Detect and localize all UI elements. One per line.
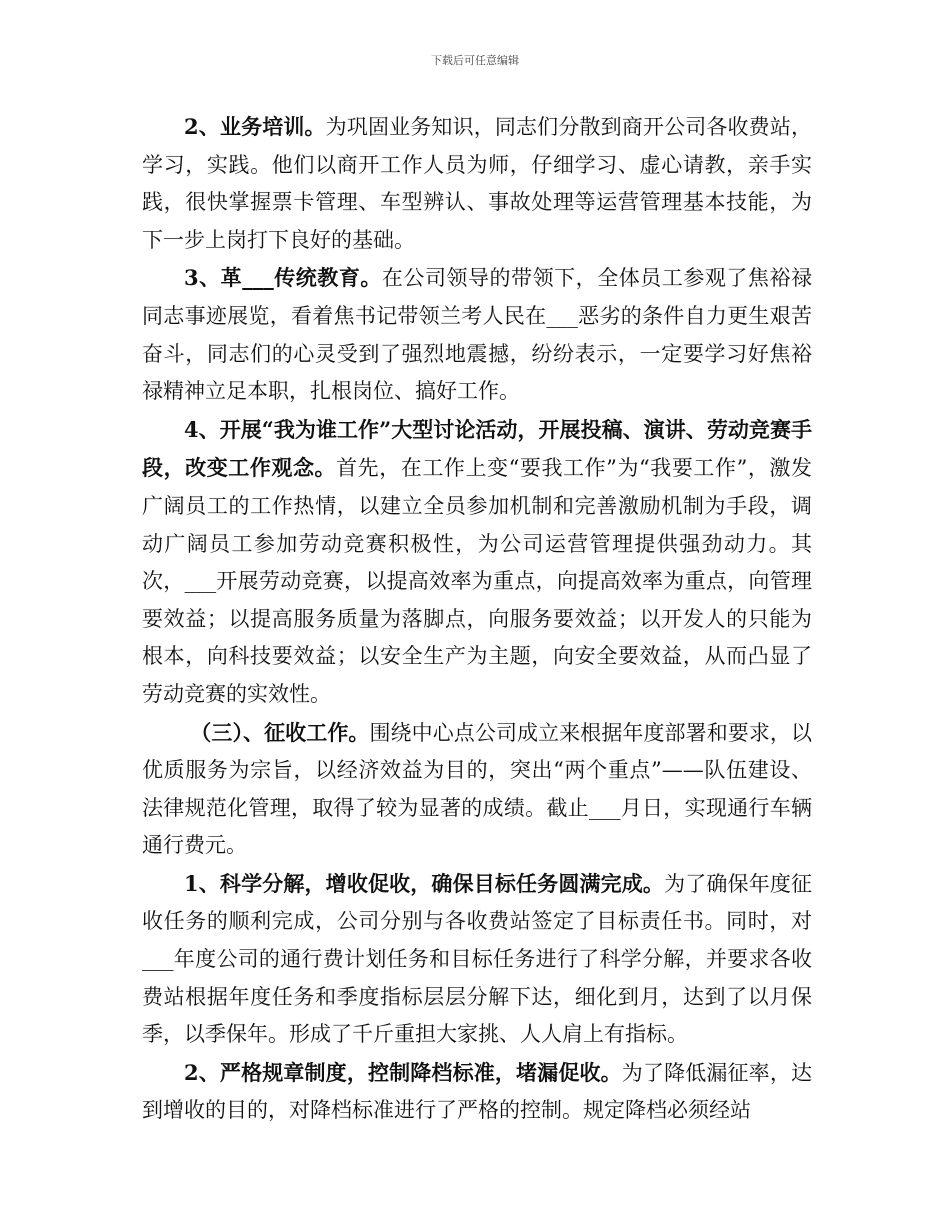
paragraph-heading: 2、业务培训。 — [184, 114, 326, 139]
paragraph-task-decomposition — [142, 865, 812, 1054]
document-body — [142, 108, 812, 1130]
paragraph-collection-work — [142, 714, 812, 865]
paragraph-discussion-activity — [142, 411, 812, 714]
page-header: 下载后可任意编辑 — [431, 54, 519, 67]
paragraph-heading: 1、科学分解，增收促收，确保目标任务圆满完成。 — [184, 870, 665, 896]
paragraph-strict-rules — [142, 1054, 812, 1130]
paragraph-heading: （三）、征收工作。 — [190, 719, 370, 745]
paragraph-business-training — [142, 108, 812, 259]
paragraph-heading: 3、革___传统教育。 — [184, 265, 382, 291]
paragraph-heading: 4、开展“我为谁工作”大型讨论活动，开展投稿、演讲、劳动竞赛手段，改变工作观念。 — [142, 416, 812, 481]
paragraph-heading: 2、严格规章制度，控制降档标准，堵漏促收。 — [184, 1059, 622, 1085]
paragraph-tradition-education — [142, 259, 812, 410]
paragraph-body: 在公司领导的带领下，全体员工参观了焦裕禄同志事迹展览，看着焦书记带领兰考人民在___恶劣的条件自力更生艰苦奋斗，同志们的心灵受到了强烈地震撼，纷纷表示，一定要学习好焦裕禄精神立足本职，扎根岗位、搞好工作。 — [142, 266, 812, 404]
paragraph-body: 首先，在工作上变“要我工作”为“我要工作”，激发广阔员工的工作热情，以建立全员参加机制和完善激励机制为手段，调动广阔员工参加劳动竞赛积极性，为公司运营管理提供强劲动力。其次，___开展劳动竞赛，以提高效率为重点，向提高效率为重点，向管理要效益；以提高服务质量为落脚点，向服务要效益；以开发人的只能为根本，向科技要效益；以安全生产为主题，向安全要效益，从而凸显了劳动竞赛的实效性。 — [142, 456, 812, 706]
paragraph-body: 为了降低漏征率，达到增收的目的，对降档标准进行了严格的控制。规定降档必须经站 — [142, 1060, 812, 1123]
paragraph-body: 为巩固业务知识，同志们分散到商开公司各收费站，学习，实践。他们以商开工作人员为师，仔细学习、虚心请教，亲手实践，很快掌握票卡管理、车型辨认、事故处理等运营管理基本技能，为下一步上岗打下良好的基础。 — [142, 115, 812, 252]
paragraph-body: 为了确保年度征收任务的顺利完成，公司分别与各收费站签定了目标责任书。同时，对___年度公司的通行费计划任务和目标任务进行了科学分解，并要求各收费站根据年度任务和季度指标层层分解下达，细化到月，达到了以月保季，以季保年。形成了千斤重担大家挑、人人肩上有指标。 — [142, 871, 812, 1047]
paragraph-body: 围绕中心点公司成立来根据年度部署和要求，以优质服务为宗旨，以经济效益为目的，突出“两个重点”——队伍建设、法律规范化管理，取得了较为显著的成绩。截止___月日，实现通行车辆通行费元。 — [142, 720, 813, 858]
